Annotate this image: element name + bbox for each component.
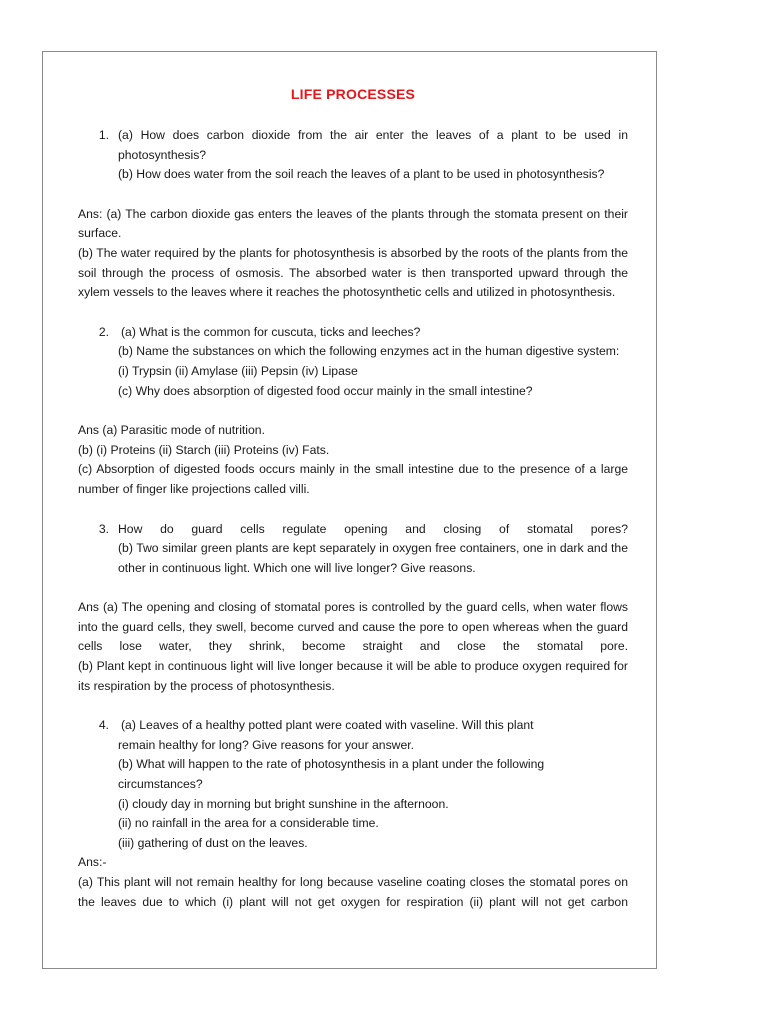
answer-1 xyxy=(78,205,628,303)
answer-3 xyxy=(78,598,628,696)
question-2-part-b: (b) Name the substances on which the following enzymes act in the human digestive system: xyxy=(118,344,620,359)
answer-3-part-a: Ans (a) The opening and closing of stomatal pores is controlled by the guard cells, when water flows into the guard cells, they swell, become curved and cause the pore to open whereas when the guard cells lose water, they shrink, become straight and close the stomatal pore. xyxy=(78,600,628,654)
answer-2-part-b: (b) (i) Proteins (ii) Starch (iii) Proteins (iv) Fats. xyxy=(78,442,330,457)
answer-2 xyxy=(78,421,628,499)
question-3 xyxy=(78,520,628,579)
question-number: 1. xyxy=(98,128,109,142)
question-4-item-iii: (iii) gathering of dust on the leaves. xyxy=(118,835,308,850)
question-2-part-a: (a) What is the common for cuscuta, ticks and leeches? xyxy=(121,324,421,339)
question-4-part-b: (b) What will happen to the rate of photosynthesis in a plant under the following circumstances? xyxy=(118,757,545,792)
question-3-part-b: (b) Two similar green plants are kept separately in oxygen free containers, one in dark and the other in continuous light. Which one will live longer? Give reasons. xyxy=(118,541,628,575)
question-number: 3. xyxy=(98,521,109,536)
page-title: LIFE PROCESSES xyxy=(290,86,416,102)
question-1-part-b: (b) How does water from the soil reach the leaves of a plant to be used in photosynthesis? xyxy=(118,167,605,182)
answer-3-part-b: (b) Plant kept in continuous light will live longer because it will be able to produce oxygen required for its respiration by the process of photosynthesis. xyxy=(78,659,628,693)
answer-4-part-a: (a) This plant will not remain healthy for long because vaseline coating closes the stomatal pores on the leaves due to which (i) plant will not get oxygen for respiration (ii) plant will not get carbon xyxy=(78,875,628,909)
answer-4-label: Ans:- xyxy=(78,855,107,870)
question-4-item-i: (i) cloudy day in morning but bright sunshine in the afternoon. xyxy=(118,796,449,811)
question-1-part-a: (a) How does carbon dioxide from the air enter the leaves of a plant to be used in photosynthesis? xyxy=(118,128,628,162)
question-4-item-ii: (ii) no rainfall in the area for a considerable time. xyxy=(118,816,379,831)
question-2-part-c: (c) Why does absorption of digested food occur mainly in the small intestine? xyxy=(118,383,533,398)
document-content xyxy=(78,84,628,912)
answer-2-part-c: (c) Absorption of digested foods occurs mainly in the small intestine due to the presence of a large number of finger like projections called villi. xyxy=(78,462,628,496)
question-number: 4. xyxy=(98,718,109,733)
answer-4 xyxy=(78,853,628,912)
answer-1-part-b: (b) The water required by the plants for photosynthesis is absorbed by the roots of the plants from the soil through the process of osmosis. The absorbed water is then transported upward through the xylem vessels to the leaves where it reaches the photosynthetic cells and utilized in photosynthesis. xyxy=(78,245,628,300)
question-1 xyxy=(78,126,628,185)
question-3-part-a: How do guard cells regulate opening and closing of stomatal pores? xyxy=(118,521,628,536)
question-number: 2. xyxy=(98,324,109,339)
answer-2-part-a: Ans (a) Parasitic mode of nutrition. xyxy=(78,423,265,438)
question-4 xyxy=(78,716,628,853)
question-2-enzymes: (i) Trypsin (ii) Amylase (iii) Pepsin (iv) Lipase xyxy=(118,363,358,378)
question-4-part-a: (a) Leaves of a healthy potted plant were coated with vaseline. Will this plant remain healthy for long? Give reasons for your answer. xyxy=(118,718,534,752)
answer-1-part-a: Ans: (a) The carbon dioxide gas enters the leaves of the plants through the stomata present on their surface. xyxy=(78,206,628,241)
question-2 xyxy=(78,323,628,401)
